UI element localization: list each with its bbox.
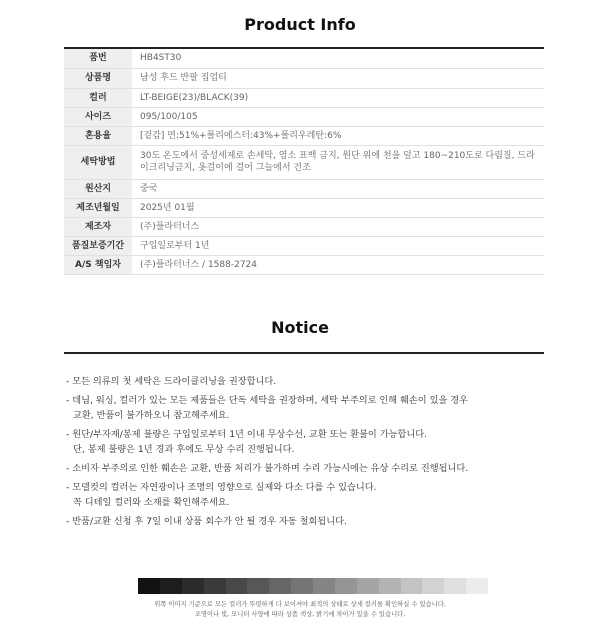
notice-item bbox=[66, 514, 536, 529]
gray-swatch bbox=[160, 578, 182, 594]
grayscale-calibration-bar bbox=[138, 578, 488, 594]
row-value: 2025년 01월 bbox=[132, 198, 544, 217]
table-row bbox=[64, 107, 544, 126]
gray-swatch bbox=[379, 578, 401, 594]
gray-swatch bbox=[401, 578, 423, 594]
row-label: 제조년월일 bbox=[64, 198, 132, 217]
notice-text: - 데님, 워싱, 컬러가 있는 모든 제품들은 단독 세탁을 권장하며, 세탁 부주의로 인해 훼손이 있을 경우 bbox=[66, 395, 469, 406]
gray-swatch bbox=[182, 578, 204, 594]
row-label: 사이즈 bbox=[64, 107, 132, 126]
product-info-title: Product Info bbox=[244, 15, 356, 34]
notice-text-continued: 단, 봉제 불량은 1년 경과 후에도 무상 수리 진행됩니다. bbox=[73, 444, 295, 455]
table-row bbox=[64, 255, 544, 274]
notice-list bbox=[66, 374, 536, 533]
product-info-table bbox=[64, 49, 544, 275]
row-label: 제조자 bbox=[64, 217, 132, 236]
table-row bbox=[64, 198, 544, 217]
row-value: [겉감] 면:51%+폴리에스터:43%+폴리우레탄:6% bbox=[132, 126, 544, 145]
row-value: (주)플라터너스 / 1588-2724 bbox=[132, 255, 544, 274]
table-row bbox=[64, 217, 544, 236]
row-value: LT-BEIGE(23)/BLACK(39) bbox=[132, 88, 544, 107]
table-row bbox=[64, 236, 544, 255]
notice-item bbox=[66, 427, 536, 457]
notice-item bbox=[66, 480, 536, 510]
row-label: 원산지 bbox=[64, 179, 132, 198]
notice-item bbox=[66, 393, 536, 423]
gray-swatch bbox=[247, 578, 269, 594]
row-value: 구입일로부터 1년 bbox=[132, 236, 544, 255]
row-label: 품번 bbox=[64, 49, 132, 68]
notice-text-continued: 꼭 디테일 컬러와 소재를 확인해주세요. bbox=[73, 497, 230, 508]
gray-swatch bbox=[291, 578, 313, 594]
gray-swatch bbox=[204, 578, 226, 594]
gray-swatch bbox=[466, 578, 488, 594]
notice-text: - 모든 의류의 첫 세탁은 드라이클리닝을 권장합니다. bbox=[66, 376, 277, 387]
table-row bbox=[64, 126, 544, 145]
gray-swatch bbox=[226, 578, 248, 594]
gray-swatch bbox=[269, 578, 291, 594]
notice-text: - 원단/부자재/봉제 불량은 구입일로부터 1년 이내 무상수선, 교환 또는 환불이 가능합니다. bbox=[66, 429, 428, 440]
row-value: 중국 bbox=[132, 179, 544, 198]
row-label: 혼용율 bbox=[64, 126, 132, 145]
notice-text: - 모델컷의 컬러는 자연광이나 조명의 영향으로 실제와 다소 다를 수 있습니다. bbox=[66, 482, 377, 493]
table-row bbox=[64, 68, 544, 88]
row-value: HB4ST30 bbox=[132, 49, 544, 68]
row-value: (주)플라터너스 bbox=[132, 217, 544, 236]
row-label: 컬러 bbox=[64, 88, 132, 107]
section-divider bbox=[64, 352, 544, 354]
table-row bbox=[64, 88, 544, 107]
row-label: 상품명 bbox=[64, 68, 132, 88]
notice-item bbox=[66, 461, 536, 476]
row-value: 30도 온도에서 중성세제로 손세탁, 염소 표백 금지, 원단 위에 천을 덮고 180~210도로 다림질, 드라이크리닝금지, 옷걸이에 걸어 그늘에서 건조 bbox=[132, 145, 544, 179]
notice-title: Notice bbox=[271, 318, 329, 337]
notice-item bbox=[66, 374, 536, 389]
row-label: A/S 책임자 bbox=[64, 255, 132, 274]
notice-text: - 반품/교환 신청 후 7일 이내 상품 회수가 안 될 경우 자동 철회됩니다. bbox=[66, 516, 347, 527]
table-row bbox=[64, 179, 544, 198]
calibration-caption: 위쪽 이미지 기준으로 모든 컬러가 뚜렷하게 다 보이셔야 최적의 상태로 상세 컬러를 확인하실 수 있습니다. bbox=[154, 601, 446, 608]
row-value: 남성 후드 반팔 집업티 bbox=[132, 68, 544, 88]
row-label: 세탁방법 bbox=[64, 145, 132, 179]
gray-swatch bbox=[335, 578, 357, 594]
calibration-caption: 조명이나 빛, 모니터 사양에 따라 상품 색상, 밝기에 차이가 있을 수 있습니다. bbox=[194, 611, 406, 618]
gray-swatch bbox=[357, 578, 379, 594]
gray-swatch bbox=[138, 578, 160, 594]
notice-text: - 소비자 부주의로 인한 훼손은 교환, 반품 처리가 불가하며 수리 가능시에는 유상 수리로 진행됩니다. bbox=[66, 463, 469, 474]
table-row bbox=[64, 145, 544, 179]
gray-swatch bbox=[313, 578, 335, 594]
table-row bbox=[64, 49, 544, 68]
gray-swatch bbox=[444, 578, 466, 594]
row-label: 품질보증기간 bbox=[64, 236, 132, 255]
notice-text-continued: 교환, 반품이 불가하오니 참고해주세요. bbox=[73, 410, 230, 421]
gray-swatch bbox=[422, 578, 444, 594]
row-value: 095/100/105 bbox=[132, 107, 544, 126]
